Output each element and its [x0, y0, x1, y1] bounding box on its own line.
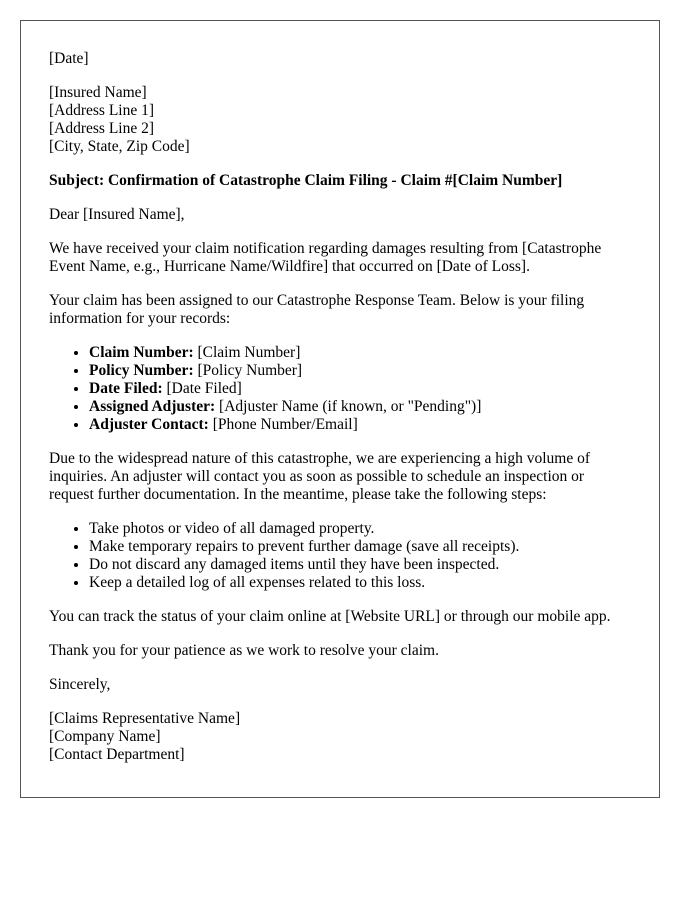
- filing-info-label: Policy Number:: [89, 362, 194, 379]
- signature-name: [Claims Representative Name]: [49, 710, 241, 727]
- recipient-address-line-2: [Address Line 2]: [49, 120, 155, 137]
- paragraph-volume: Due to the widespread nature of this catastrophe, we are experiencing a high volume of inquiries. An adjuster will contact you as soon as possible to schedule an inspection or request further documentation. In the meantime, please take the following steps:: [49, 450, 591, 503]
- list-item: • Make temporary repairs to prevent further damage (save all receipts).: [89, 538, 631, 556]
- signature-block: [49, 710, 631, 764]
- list-item: [89, 380, 631, 398]
- signature-department: [Contact Department]: [49, 746, 185, 763]
- list-item: • Do not discard any damaged items until they have been inspected.: [89, 556, 631, 574]
- list-item: [89, 416, 631, 434]
- filing-info-value: [Phone Number/Email]: [208, 416, 358, 433]
- list-item: • Take photos or video of all damaged property.: [89, 520, 631, 538]
- recipient-city-state-zip: [City, State, Zip Code]: [49, 138, 190, 155]
- paragraph-track: You can track the status of your claim online at [Website URL] or through our mobile app.: [49, 608, 611, 625]
- filing-info-label: Claim Number:: [89, 344, 194, 361]
- list-item: [89, 362, 631, 380]
- letter-date: [Date]: [49, 50, 89, 67]
- filing-info-label: Adjuster Contact:: [89, 416, 209, 433]
- salutation: Dear [Insured Name],: [49, 206, 185, 223]
- filing-info-value: [Claim Number]: [193, 344, 301, 361]
- list-item: [89, 344, 631, 362]
- filing-info-value: [Policy Number]: [193, 362, 303, 379]
- filing-info-value: [Date Filed]: [162, 380, 242, 397]
- subject-line: Subject: Confirmation of Catastrophe Claim Filing - Claim #[Claim Number]: [49, 172, 563, 189]
- list-item: [89, 398, 631, 416]
- filing-info-label: Date Filed:: [89, 380, 163, 397]
- filing-info-value: [Adjuster Name (if known, or "Pending")]: [215, 398, 482, 415]
- recipient-address: [49, 84, 631, 156]
- recipient-name: [Insured Name]: [49, 84, 147, 101]
- paragraph-assigned: Your claim has been assigned to our Catastrophe Response Team. Below is your filing information for your records:: [49, 292, 585, 327]
- paragraph-thanks: Thank you for your patience as we work to resolve your claim.: [49, 642, 439, 659]
- filing-info-label: Assigned Adjuster:: [89, 398, 216, 415]
- filing-info-list: [49, 344, 631, 434]
- steps-list: [49, 520, 631, 592]
- paragraph-received: We have received your claim notification regarding damages resulting from [Catastrophe Event Name, e.g., Hurricane Name/Wildfire] that occurred on [Date of Loss].: [49, 240, 602, 275]
- list-item: • Keep a detailed log of all expenses related to this loss.: [89, 574, 631, 592]
- letter-document: [20, 20, 660, 798]
- recipient-address-line-1: [Address Line 1]: [49, 102, 155, 119]
- signature-company: [Company Name]: [49, 728, 161, 745]
- closing: Sincerely,: [49, 676, 111, 693]
